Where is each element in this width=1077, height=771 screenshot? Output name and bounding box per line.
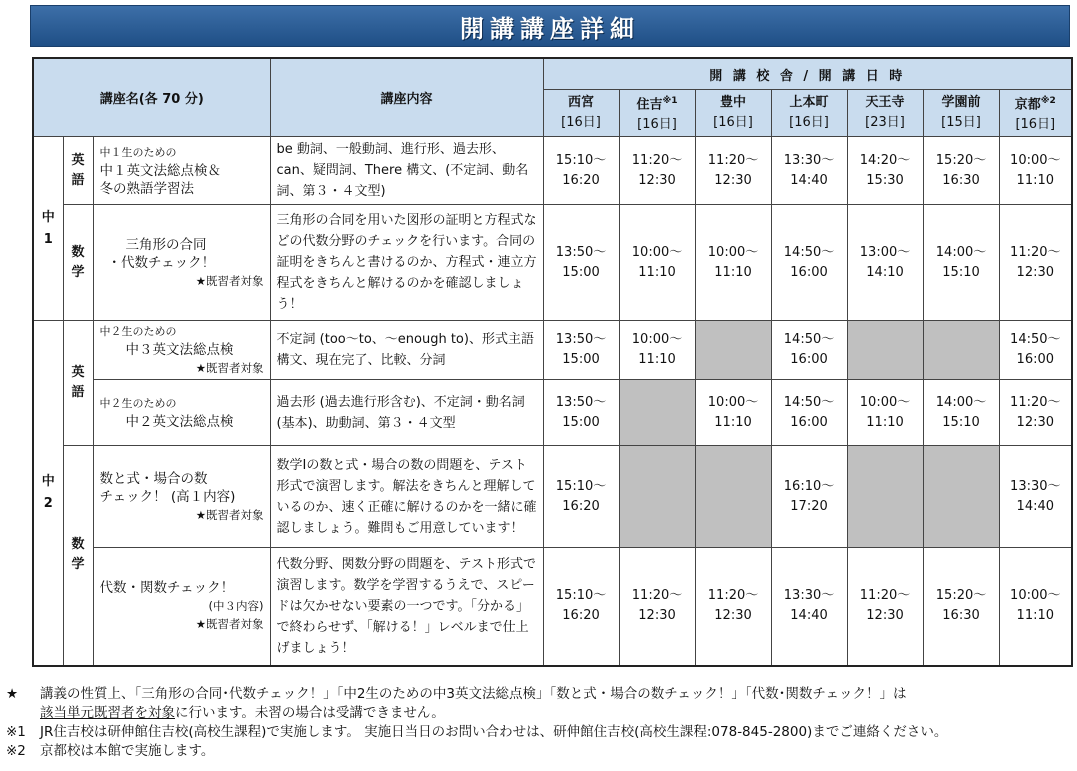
unavailable-cell xyxy=(923,446,999,548)
time-cell xyxy=(695,380,771,446)
time-cell xyxy=(923,205,999,321)
time-end: 16:00 xyxy=(790,264,828,280)
time-start: 11:20～ xyxy=(707,588,759,604)
course-name: 中３英文法総点検 xyxy=(125,342,234,358)
content-cell: 過去形 (過去進行形含む)、不定詞・動名詞 (基本)、助動詞、第３・４文型 xyxy=(270,380,543,446)
time-end: 15:00 xyxy=(562,264,600,280)
time-start: 13:50～ xyxy=(555,244,607,260)
subject-english-1 xyxy=(63,137,93,205)
time-start: 13:30～ xyxy=(783,588,835,604)
time-start: 15:10～ xyxy=(555,588,607,604)
time-cell xyxy=(771,137,847,205)
time-start: 11:20～ xyxy=(631,152,683,168)
time-cell xyxy=(999,321,1072,380)
time-end: 14:40 xyxy=(790,172,828,188)
campus-days: [16日] xyxy=(637,117,677,133)
time-cell xyxy=(543,137,619,205)
time-end: 11:10 xyxy=(714,264,752,280)
time-end: 16:00 xyxy=(790,352,828,367)
note-text: に行います。未習の場合は受講できません。 xyxy=(175,705,445,721)
time-start: 14:50～ xyxy=(783,332,835,347)
target-label: ★既習者対象 xyxy=(195,273,264,288)
time-cell xyxy=(543,548,619,666)
course-cell xyxy=(93,137,270,205)
footnotes xyxy=(6,685,1074,761)
time-end: 16:30 xyxy=(942,172,980,188)
time-end: 15:30 xyxy=(866,172,904,188)
unavailable-cell xyxy=(847,446,923,548)
header-content: 講座内容 xyxy=(270,58,543,137)
time-end: 15:10 xyxy=(942,264,980,280)
time-start: 10:00～ xyxy=(707,394,759,410)
unavailable-cell xyxy=(695,446,771,548)
time-cell xyxy=(847,137,923,205)
campus-note-mark: ※1 xyxy=(662,95,678,106)
time-end: 16:00 xyxy=(1016,352,1055,367)
course-prefix: 中２生のための xyxy=(99,325,177,338)
time-end: 15:00 xyxy=(562,414,600,430)
course-name: 三角形の合同 xyxy=(125,236,207,253)
grade-1-label: 中 1 xyxy=(41,209,55,247)
campus-name: 豊中 xyxy=(720,95,747,110)
campus-header xyxy=(619,90,695,137)
campus-days: [16日] xyxy=(713,115,753,130)
time-end: 15:00 xyxy=(562,352,600,367)
page-title: 開講講座詳細 xyxy=(460,14,640,43)
time-cell xyxy=(999,205,1072,321)
time-start: 13:30～ xyxy=(1010,478,1061,494)
time-start: 14:50～ xyxy=(783,394,835,410)
time-cell xyxy=(999,380,1072,446)
time-start: 13:30～ xyxy=(783,152,835,168)
course-name: 中１英文法総点検＆ xyxy=(99,162,221,179)
time-end: 11:10 xyxy=(1016,608,1055,624)
time-end: 14:40 xyxy=(1016,498,1055,514)
unavailable-cell xyxy=(619,446,695,548)
time-start: 10:00～ xyxy=(631,332,683,347)
campus-name: 西宮 xyxy=(568,95,595,110)
time-end: 12:30 xyxy=(1016,264,1055,280)
note-2 xyxy=(6,742,1074,761)
subject-label: 英語 xyxy=(71,152,85,188)
time-start: 15:20～ xyxy=(935,588,987,604)
course-cell xyxy=(93,380,270,446)
course-prefix: 中２生のための xyxy=(99,396,177,410)
time-start: 10:00～ xyxy=(1010,152,1061,168)
time-end: 16:00 xyxy=(790,414,828,430)
target-label: ★既習者対象 xyxy=(195,507,264,522)
course-cell xyxy=(93,321,270,380)
time-start: 11:20～ xyxy=(859,588,911,604)
target-label: ★既習者対象 xyxy=(195,617,264,632)
content-cell: be 動詞、一般動詞、進行形、過去形、can、疑問詞、There 構文、(不定詞、動名詞、第３・４文型) xyxy=(270,137,543,205)
subject-english-2 xyxy=(63,321,93,446)
content-cell: 三角形の合同を用いた図形の証明と方程式などの代数分野のチェックを行います。合同の証明をきちんと書けるのか、方程式・連立方程式をきちんと解けるのかを確認しましょう！ xyxy=(270,205,543,321)
course-name: 冬の熟語学習法 xyxy=(99,180,194,197)
time-start: 14:00～ xyxy=(935,394,987,410)
time-start: 10:00～ xyxy=(859,394,911,410)
time-cell xyxy=(999,446,1072,548)
time-start: 15:10～ xyxy=(555,478,607,494)
course-cell xyxy=(93,446,270,548)
time-cell xyxy=(695,205,771,321)
content-cell: 代数分野、関数分野の問題を、テスト形式で演習します。数学を学習するうえで、スピードは欠かせない要素の一つです。「分かる」で終わらせず、「解ける！」レベルまで仕上げましょう！ xyxy=(270,548,543,666)
unavailable-cell xyxy=(695,321,771,380)
time-start: 16:10～ xyxy=(783,478,835,494)
course-table xyxy=(32,57,1073,667)
time-end: 12:30 xyxy=(714,608,752,624)
time-cell xyxy=(771,205,847,321)
time-cell xyxy=(847,548,923,666)
campus-header xyxy=(771,90,847,137)
note-text: 京都校は本館で実施します。 xyxy=(40,743,215,759)
time-cell xyxy=(619,137,695,205)
time-start: 10:00～ xyxy=(631,244,683,260)
campus-header xyxy=(543,90,619,137)
content-cell: 不定詞 (too～to、～enough to)、形式主語構文、現在完了、比較、分詞 xyxy=(270,321,543,380)
unavailable-cell xyxy=(847,321,923,380)
time-start: 13:50～ xyxy=(555,332,607,347)
time-cell xyxy=(923,548,999,666)
course-prefix: 中１生のための xyxy=(99,145,177,159)
course-name: チェック！ (高１内容) xyxy=(99,488,236,505)
note-text: 講義の性質上、「三角形の合同･代数チェック！」「中2生のための中3英文法総点検」「数と式・場合の数チェック！」「代数･関数チェック！」は xyxy=(40,686,907,702)
time-start: 10:00～ xyxy=(707,244,759,260)
time-cell xyxy=(771,446,847,548)
unavailable-cell xyxy=(923,321,999,380)
time-end: 12:30 xyxy=(638,172,676,188)
time-cell xyxy=(847,380,923,446)
campus-name: 京都 xyxy=(1014,97,1041,113)
campus-days: [16日] xyxy=(561,115,601,130)
time-cell xyxy=(847,205,923,321)
time-cell xyxy=(999,548,1072,666)
campus-name: 天王寺 xyxy=(865,95,905,110)
note-mark: ※1 xyxy=(6,724,26,740)
time-start: 11:20～ xyxy=(707,152,759,168)
note-star-text xyxy=(40,685,906,723)
time-start: 14:20～ xyxy=(859,152,911,168)
time-cell xyxy=(695,548,771,666)
time-end: 12:30 xyxy=(714,172,752,188)
campus-days: [16日] xyxy=(1015,117,1056,133)
course-name: 中２英文法総点検 xyxy=(125,413,234,430)
time-cell xyxy=(999,137,1072,205)
time-start: 14:50～ xyxy=(783,244,835,260)
grade-2 xyxy=(33,321,63,666)
time-cell xyxy=(543,321,619,380)
grade-1 xyxy=(33,137,63,321)
subject-label: 数学 xyxy=(71,537,85,573)
time-start: 11:20～ xyxy=(631,588,683,604)
time-end: 15:10 xyxy=(942,414,980,430)
time-start: 11:20～ xyxy=(1010,394,1061,410)
course-name: ・代数チェック！ xyxy=(107,254,216,271)
time-cell xyxy=(771,380,847,446)
campus-header xyxy=(695,90,771,137)
note-text: JR住吉校は研伸館住吉校(高校生課程)で実施します。 実施日当日のお問い合わせは、研伸館住吉校(高校生課程:078-845-2800)までご連絡ください。 xyxy=(40,724,948,740)
campus-name: 学園前 xyxy=(941,95,981,110)
course-name: 数と式・場合の数 xyxy=(99,470,208,487)
subject-label: 数学 xyxy=(71,244,85,280)
time-end: 17:20 xyxy=(790,498,828,514)
title-banner xyxy=(30,5,1070,47)
subject-math-1 xyxy=(63,205,93,321)
campus-header xyxy=(847,90,923,137)
note-1 xyxy=(6,723,1074,742)
time-cell xyxy=(619,321,695,380)
time-cell xyxy=(695,137,771,205)
course-name: 代数・関数チェック！ xyxy=(99,580,235,597)
time-start: 13:50～ xyxy=(555,394,607,410)
time-end: 11:10 xyxy=(638,264,676,280)
time-end: 16:20 xyxy=(562,172,600,188)
header-schedule: 開 講 校 舎 / 開 講 日 時 xyxy=(543,58,1072,90)
time-start: 13:00～ xyxy=(859,244,911,260)
content-cell: 数学Ⅰの数と式・場合の数の問題を、テスト形式で演習します。解法をきちんと理解しているのか、速く正確に解けるのかを一緒に確認しましょう。難問もご用意しています！ xyxy=(270,446,543,548)
time-end: 16:20 xyxy=(562,608,600,624)
time-end: 14:10 xyxy=(866,264,904,280)
time-cell xyxy=(619,548,695,666)
time-cell xyxy=(771,321,847,380)
campus-days: [15日] xyxy=(941,115,981,130)
header-course-name: 講座名(各 70 分) xyxy=(33,58,270,137)
time-start: 14:50～ xyxy=(1010,332,1061,347)
note-underline: 該当単元既習者を対象 xyxy=(40,705,175,721)
time-start: 10:00～ xyxy=(1010,588,1061,604)
time-end: 16:30 xyxy=(942,608,980,624)
time-cell xyxy=(619,205,695,321)
time-start: 11:20～ xyxy=(1010,244,1061,260)
campus-header xyxy=(923,90,999,137)
subject-math-2 xyxy=(63,446,93,666)
campus-note-mark: ※2 xyxy=(1040,95,1056,106)
time-end: 11:10 xyxy=(638,352,676,367)
time-start: 14:00～ xyxy=(935,244,987,260)
time-cell xyxy=(543,205,619,321)
time-end: 11:10 xyxy=(714,414,752,430)
note-mark: ※2 xyxy=(6,743,26,759)
course-note: (中３内容) xyxy=(208,599,264,614)
time-end: 12:30 xyxy=(1016,414,1055,430)
time-end: 16:20 xyxy=(562,498,600,514)
target-label: ★既習者対象 xyxy=(195,361,264,375)
subject-label: 英語 xyxy=(71,365,85,400)
time-cell xyxy=(543,446,619,548)
time-cell xyxy=(771,548,847,666)
course-cell xyxy=(93,548,270,666)
unavailable-cell xyxy=(619,380,695,446)
campus-days: [16日] xyxy=(789,115,829,130)
time-end: 12:30 xyxy=(866,608,904,624)
time-end: 11:10 xyxy=(866,414,904,430)
grade-2-label: 中 2 xyxy=(41,473,55,511)
time-start: 15:20～ xyxy=(935,152,987,168)
time-cell xyxy=(923,137,999,205)
time-end: 11:10 xyxy=(1016,172,1055,188)
time-start: 15:10～ xyxy=(555,152,607,168)
star-mark: ★ xyxy=(6,686,19,702)
campus-header xyxy=(999,90,1072,137)
note-star xyxy=(6,685,1074,723)
time-cell xyxy=(923,380,999,446)
time-end: 14:40 xyxy=(790,608,828,624)
time-cell xyxy=(543,380,619,446)
campus-name: 住吉 xyxy=(636,97,663,113)
campus-days: [23日] xyxy=(865,115,905,130)
campus-name: 上本町 xyxy=(789,95,829,110)
course-cell xyxy=(93,205,270,321)
time-end: 12:30 xyxy=(638,608,676,624)
